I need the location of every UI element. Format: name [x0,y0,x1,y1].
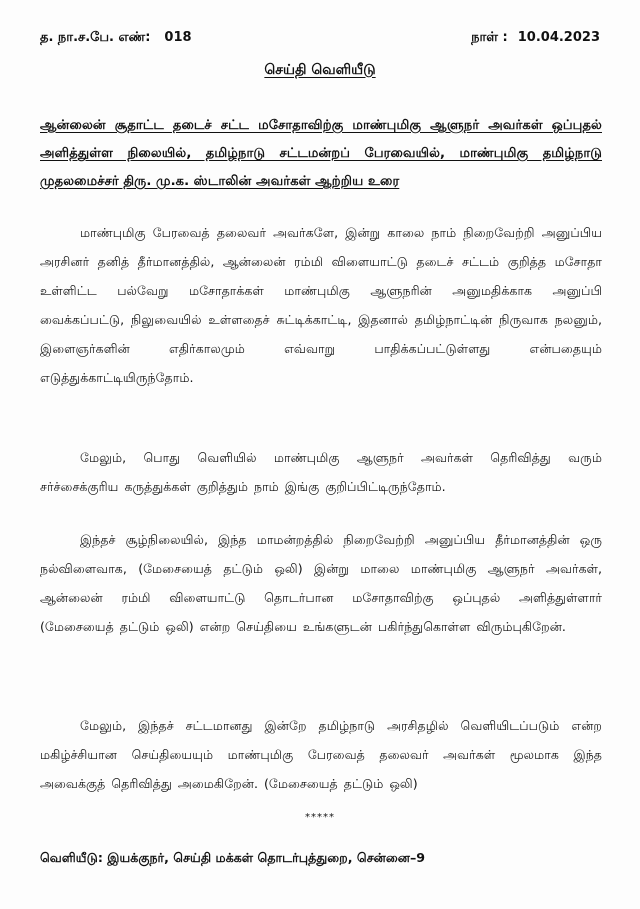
document-header [40,28,600,48]
footer-issuer: வெளியீடு: இயக்குநர், செய்தி மக்கள் தொடர்புத்துறை, சென்னை–9 [40,850,426,865]
reference-block [40,30,192,46]
date-block [471,30,600,46]
date-label: நாள் : [471,30,508,45]
press-release-title-container [0,62,640,80]
headline: ஆன்லைன் சூதாட்ட தடைச் சட்ட மசோதாவிற்கு மாண்புமிகு ஆளுநர் அவர்கள் ஒப்புதல் அளித்துள்ள நிலையில், தமிழ்நாடு சட்டமன்றப் பேரவையில், மாண்புமிகு தமிழ்நாடு முதலமைச்சர் திரு. மு.க. ஸ்டாலின் அவர்கள் ஆற்றிய உரை [40,118,602,189]
body-paragraph-1: மாண்புமிகு பேரவைத் தலைவர் அவர்களே, இன்று காலை நாம் நிறைவேற்றி அனுப்பிய அரசினர் தனித் தீர்மானத்தில், ஆன்லைன் ரம்மி விளையாட்டு தடைச் சட்டம் குறித்த மசோதா உள்ளிட்ட பல்வேறு மசோதாக்கள் மாண்புமிகு ஆளுநரின் அனுமதிக்காக அனுப்பி வைக்கப்பட்டு, நிலுவையில் உள்ளதைச் சுட்டிக்காட்டி, இதனால் தமிழ்நாட்டின் நிருவாக நலனும், இளைஞர்களின் எதிர்காலமும் எவ்வாறு பாதிக்கப்பட்டுள்ளது என்பதையும் எடுத்துக்காட்டியிருந்தோம். [40,224,602,385]
body-paragraph-4: மேலும், இந்தச் சட்டமானது இன்றே தமிழ்நாடு அரசிதழில் வெளியிடப்படும் என்ற மகிழ்ச்சியான செய்தியையும் மாண்புமிகு பேரவைத் தலைவர் அவர்கள் மூலமாக இந்த அவைக்குத் தெரிவித்து அமைகிறேன். (மேசையைத் தட்டும் ஒலி) [40,717,602,791]
reference-label: த. நா.ச.பே. எண்: [40,30,151,45]
reference-number: 018 [164,30,192,45]
date-value: 10.04.2023 [517,30,600,45]
press-release-title: செய்தி வெளியீடு [264,62,376,78]
separator: ***** [305,812,335,823]
body-paragraph-3: இந்தச் சூழ்நிலையில், இந்த மாமன்றத்தில் நிறைவேற்றி அனுப்பிய தீர்மானத்தின் ஒரு நல்விளைவாக, (மேசையைத் தட்டும் ஒலி) இன்று மாலை மாண்புமிகு ஆளுநர் அவர்கள், ஆன்லைன் ரம்மி விளையாட்டு தொடர்பான மசோதாவிற்கு ஒப்புதல் அளித்துள்ளார் (மேசையைத் தட்டும் ஒலி) என்ற செய்தியை உங்களுடன் பகிர்ந்துகொள்ள விரும்புகிறேன். [40,531,602,634]
body-paragraph-2: மேலும், பொது வெளியில் மாண்புமிகு ஆளுநர் அவர்கள் தெரிவித்து வரும் சர்ச்சைக்குரிய கருத்துக்கள் குறித்தும் நாம் இங்கு குறிப்பிட்டிருந்தோம். [40,449,602,494]
